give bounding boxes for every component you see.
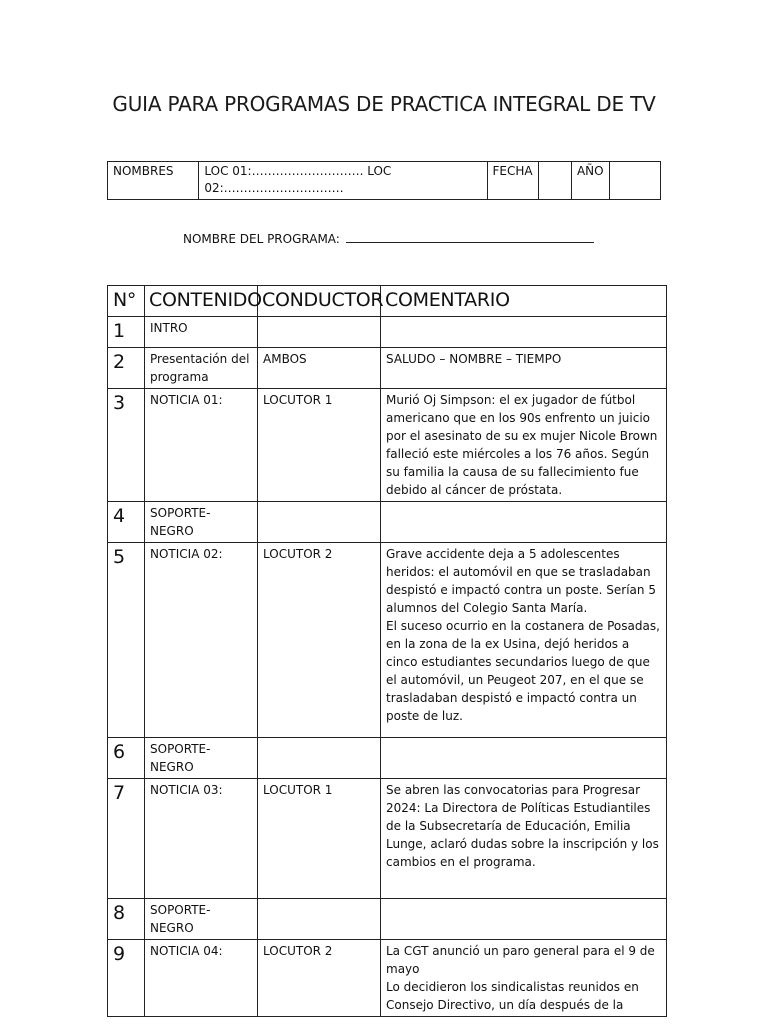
program-name-label: NOMBRE DEL PROGRAMA: [183, 232, 340, 246]
row-contenido: NOTICIA 04: [145, 940, 258, 1017]
program-name-blank [346, 229, 594, 243]
row-contenido: NOTICIA 03: [145, 779, 258, 899]
anio-value [609, 162, 660, 200]
table-row [108, 940, 667, 1017]
document-title: GUIA PARA PROGRAMAS DE PRACTICA INTEGRAL DE TV [112, 92, 656, 116]
row-conductor: LOCUTOR 2 [258, 940, 381, 1017]
row-comentario: La CGT anunció un paro general para el 9 de mayo Lo decidieron los sindicalistas reunidos en Consejo Directivo, un día después de la [381, 940, 667, 1017]
row-comentario [381, 738, 667, 779]
table-row [108, 317, 667, 348]
row-comentario: Grave accidente deja a 5 adolescentes heridos: el automóvil en que se trasladaban despistó e impactó contra un poste. Serían 5 alumnos del Colegio Santa María. El suceso ocurrio en la costanera de Posadas, en la zona de la ex Usina, dejó heridos a cinco estudiantes secundarios luego de que el automóvil, un Peugeot 207, en el que se trasladaban despistó e impactó contra un poste de luz. [381, 543, 667, 738]
row-conductor: LOCUTOR 2 [258, 543, 381, 738]
row-contenido: INTRO [145, 317, 258, 348]
row-comentario: Se abren las convocatorias para Progresar 2024: La Directora de Políticas Estudiantiles de la Subsecretaría de Educación, Emilia Lunge, aclaró dudas sobre la inscripción y los cambios en el programa. [381, 779, 667, 899]
table-row [108, 779, 667, 899]
anio-label: AÑO [571, 162, 609, 200]
table-row [108, 738, 667, 779]
row-conductor: LOCUTOR 1 [258, 389, 381, 502]
table-row [108, 348, 667, 389]
row-contenido: SOPORTE-NEGRO [145, 502, 258, 543]
table-row [108, 899, 667, 940]
row-number: 1 [108, 317, 145, 348]
row-conductor: LOCUTOR 1 [258, 779, 381, 899]
program-guide-table [107, 285, 667, 1017]
table-row [108, 502, 667, 543]
row-comentario [381, 502, 667, 543]
table-header-row [108, 286, 667, 317]
row-comentario [381, 899, 667, 940]
header-contenido: CONTENIDO [145, 286, 258, 317]
info-table [107, 161, 661, 200]
row-number: 8 [108, 899, 145, 940]
row-comentario: Murió Oj Simpson: el ex jugador de fútbol americano que en los 90s enfrento un juicio por el asesinato de su ex mujer Nicole Brown falleció este miércoles a los 76 años. Según su familia la causa de su fallecimiento fue debido al cáncer de próstata. [381, 389, 667, 502]
header-conductor: CONDUCTOR [258, 286, 381, 317]
loc-field: LOC 01:………………………. LOC 02:………………………… [199, 162, 487, 200]
header-comentario: COMENTARIO [381, 286, 667, 317]
row-number: 4 [108, 502, 145, 543]
fecha-value [538, 162, 571, 200]
row-number: 9 [108, 940, 145, 1017]
row-contenido: SOPORTE-NEGRO [145, 738, 258, 779]
row-number: 6 [108, 738, 145, 779]
row-number: 2 [108, 348, 145, 389]
fecha-label: FECHA [487, 162, 538, 200]
header-number: N° [108, 286, 145, 317]
row-number: 5 [108, 543, 145, 738]
nombres-label: NOMBRES [108, 162, 199, 200]
program-name-line [183, 229, 594, 246]
row-number: 7 [108, 779, 145, 899]
row-conductor [258, 899, 381, 940]
row-conductor [258, 738, 381, 779]
row-number: 3 [108, 389, 145, 502]
row-conductor: AMBOS [258, 348, 381, 389]
row-comentario: SALUDO – NOMBRE – TIEMPO [381, 348, 667, 389]
table-row [108, 389, 667, 502]
row-contenido: NOTICIA 01: [145, 389, 258, 502]
row-contenido: NOTICIA 02: [145, 543, 258, 738]
row-conductor [258, 502, 381, 543]
row-contenido: SOPORTE-NEGRO [145, 899, 258, 940]
row-conductor [258, 317, 381, 348]
row-contenido: Presentación del programa [145, 348, 258, 389]
table-row [108, 543, 667, 738]
row-comentario [381, 317, 667, 348]
